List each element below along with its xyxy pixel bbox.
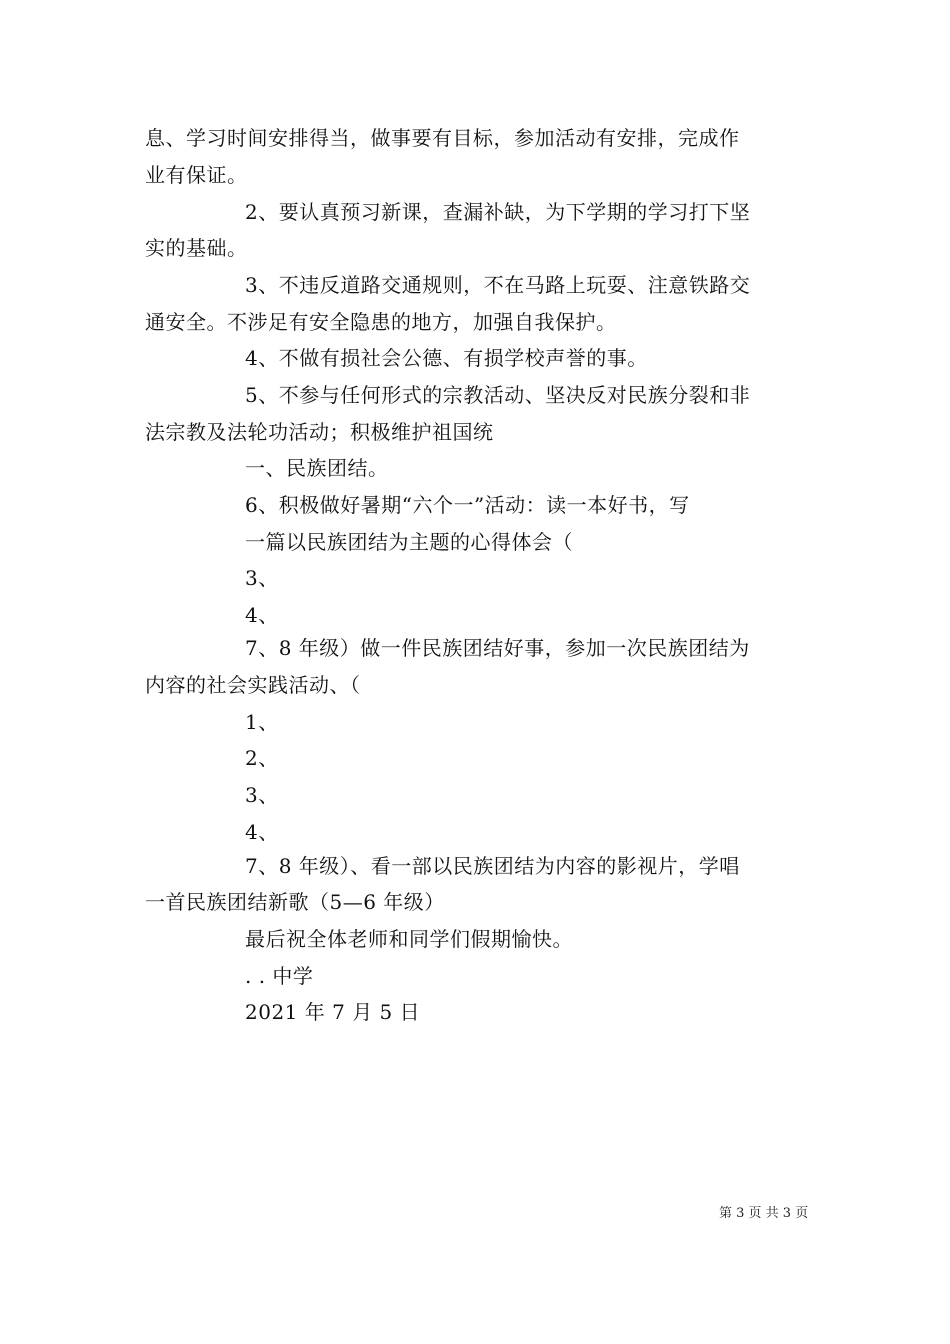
body-line: 4、不做有损社会公德、有损学校声誉的事。 [245, 346, 648, 370]
body-line: 4、 [245, 820, 279, 844]
body-line: 法宗教及法轮功活动；积极维护祖国统 [145, 420, 494, 444]
body-line: 内容的社会实践活动、（ [145, 673, 361, 697]
body-line: 2、 [245, 746, 279, 770]
signature-date: 2021 年 7 月 5 日 [245, 1000, 421, 1024]
body-line: 6、积极做好暑期“六个一”活动：读一本好书，写 [245, 493, 690, 517]
body-line: 7、8 年级）、看一部以民族团结为内容的影视片，学唱 [245, 854, 740, 878]
body-line: 1、 [245, 710, 279, 734]
body-line: 3、 [245, 566, 279, 590]
body-line: 2、要认真预习新课，查漏补缺，为下学期的学习打下坚 [245, 200, 751, 224]
page-number: 第 3 页 共 3 页 [719, 1206, 809, 1221]
body-line: 业有保证。 [145, 163, 248, 187]
body-line: 息、学习时间安排得当，做事要有目标，参加活动有安排，完成作 [145, 126, 740, 150]
body-line: 3、 [245, 783, 279, 807]
body-line: 一、民族团结。 [245, 456, 389, 480]
body-line: 7、8 年级）做一件民族团结好事，参加一次民族团结为 [245, 636, 750, 660]
body-line: 3、不违反道路交通规则，不在马路上玩耍、注意铁路交 [245, 273, 751, 297]
body-line: 一篇以民族团结为主题的心得体会（ [245, 530, 573, 554]
body-line: 实的基础。 [145, 236, 248, 260]
body-line: 4、 [245, 603, 279, 627]
signature-school: . . 中学 [245, 964, 314, 988]
body-line: 通安全。不涉足有安全隐患的地方，加强自我保护。 [145, 310, 617, 334]
body-line: 最后祝全体老师和同学们假期愉快。 [245, 927, 573, 951]
body-line: 一首民族团结新歌（5—6 年级） [145, 890, 445, 914]
body-line: 5、不参与任何形式的宗教活动、坚决反对民族分裂和非 [245, 383, 751, 407]
